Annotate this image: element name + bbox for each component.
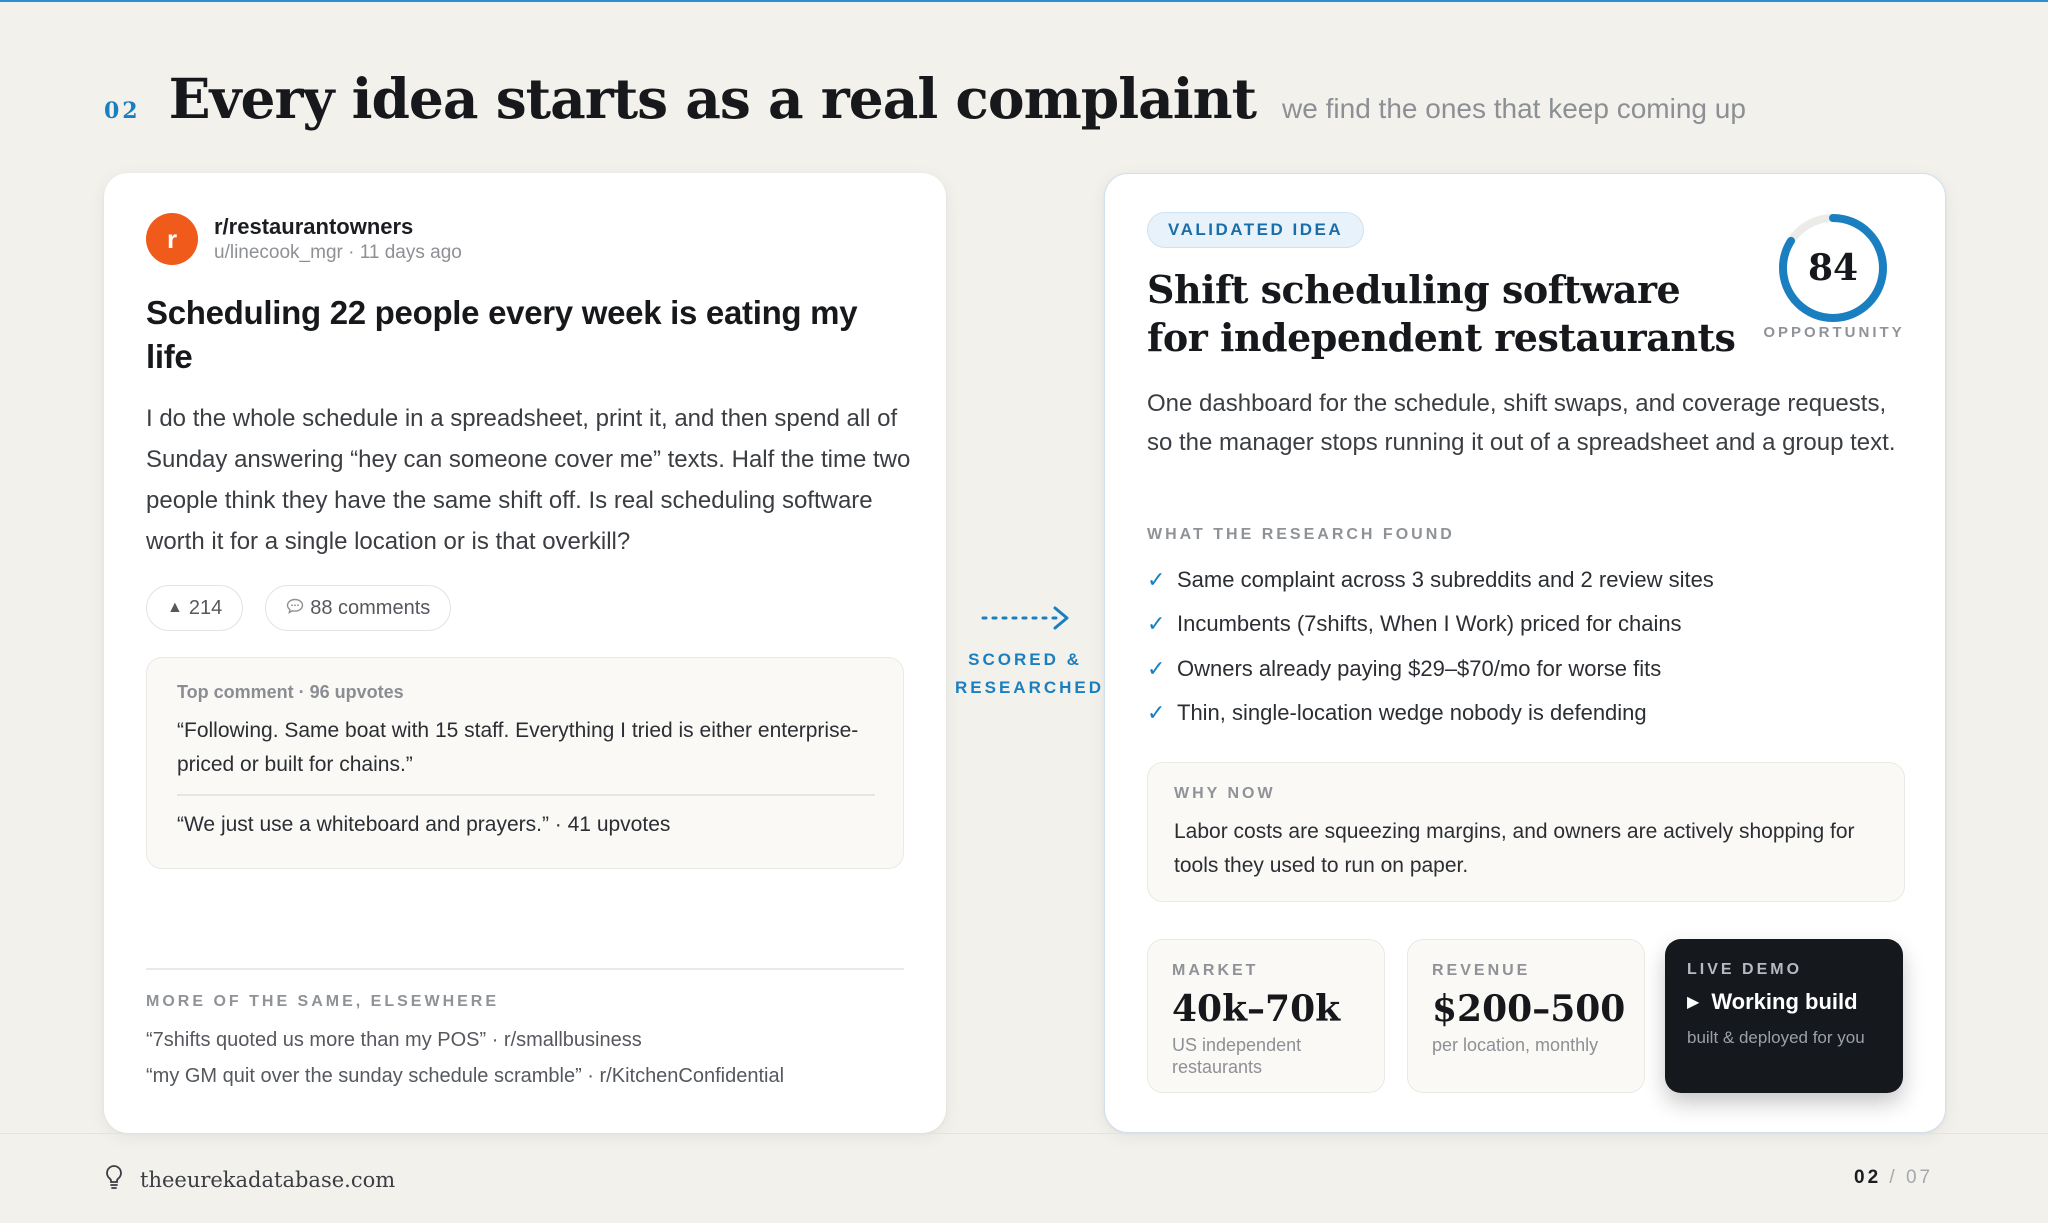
why-now-box [1147, 762, 1905, 902]
more-elsewhere-item[interactable]: “7shifts quoted us more than my POS” · r/smallbusiness [146, 1029, 642, 1051]
post-body: I do the whole schedule in a spreadsheet, print it, and then spend all of Sunday answering “hey can someone cover me” texts. Half the time two people think they have the same shift off. Is real scheduling software worth it for a single location or is that overkill? [146, 405, 911, 555]
revenue-sub: per location, monthly [1432, 1035, 1599, 1055]
page-indicator [1854, 1167, 1933, 1189]
opportunity-label: OPPORTUNITY [1763, 324, 1905, 341]
top-accent-line [0, 0, 2048, 2]
research-label: WHAT THE RESEARCH FOUND [1147, 526, 1455, 543]
market-sub: US independent restaurants [1172, 1035, 1302, 1077]
demo-title [1687, 989, 1858, 1015]
finding-text: Same complaint across 3 subreddits and 2 review sites [1177, 567, 1714, 592]
live-demo-button[interactable] [1665, 939, 1903, 1093]
page-title: Every idea starts as a real complaint [168, 66, 1257, 131]
upvote-arrow-icon: ▲ [167, 599, 183, 616]
top-comment-box [146, 657, 904, 869]
opportunity-score: 84 [1807, 247, 1859, 289]
finding-text: Owners already paying $29–$70/mo for worse fits [1177, 656, 1662, 681]
market-value: 40k–70k [1172, 988, 1341, 1030]
revenue-stat [1407, 939, 1645, 1093]
research-finding [1147, 700, 1647, 726]
demo-title-text: Working build [1711, 989, 1858, 1014]
check-icon: ✓ [1147, 700, 1166, 725]
why-now-text: Labor costs are squeezing margins, and owners are actively shopping for tools they used to run on paper. [1174, 820, 1855, 877]
slide-number: 02 [104, 98, 141, 124]
footer-divider [0, 1133, 2048, 1134]
comment-count: 88 comments [310, 596, 431, 619]
market-stat [1147, 939, 1385, 1093]
research-finding [1147, 656, 1661, 682]
subreddit-name[interactable]: r/restaurantowners [214, 214, 414, 239]
live-demo-label: LIVE DEMO [1687, 961, 1803, 978]
upvote-count: 214 [188, 596, 223, 619]
comments-pill[interactable] [265, 585, 451, 631]
scored-label [955, 646, 1105, 702]
top-comment-text: “Following. Same boat with 15 staff. Everything I tried is either enterprise-priced or built for chains.” [177, 719, 859, 776]
reddit-post-card [104, 173, 946, 1133]
check-icon: ✓ [1147, 656, 1166, 681]
why-now-label: WHY NOW [1174, 785, 1276, 802]
post-header [146, 213, 462, 265]
scored-arrow [955, 600, 1105, 702]
revenue-label: REVENUE [1432, 962, 1531, 979]
idea-title[interactable]: Shift scheduling software for independent restaurants [1147, 267, 1736, 360]
page-subtitle: we find the ones that keep coming up [1282, 93, 1746, 124]
scored-label-line2: RESEARCHED [955, 678, 1105, 697]
research-finding [1147, 611, 1682, 637]
comment-bubble-icon [286, 598, 304, 619]
finding-text: Thin, single-location wedge nobody is defending [1177, 700, 1647, 725]
dotted-arrow-icon [975, 600, 1075, 636]
footer-site-text: theeurekadatabase.com [140, 1167, 396, 1192]
play-icon: ▶ [1687, 994, 1700, 1011]
upvote-pill[interactable] [146, 585, 243, 631]
post-title[interactable]: Scheduling 22 people every week is eating my life [146, 294, 858, 375]
page-separator: / [1889, 1167, 1898, 1188]
finding-text: Incumbents (7shifts, When I Work) priced for chains [1177, 611, 1682, 636]
opportunity-score-ring [1775, 210, 1891, 326]
section-divider [146, 968, 904, 970]
research-finding [1147, 567, 1714, 593]
post-meta: u/linecook_mgr · 11 days ago [214, 242, 462, 263]
scored-label-line1: SCORED & [968, 650, 1082, 669]
demo-sub: built & deployed for you [1687, 1028, 1865, 1047]
validated-badge: VALIDATED IDEA [1147, 212, 1364, 248]
page-total: 07 [1905, 1167, 1934, 1188]
check-icon: ✓ [1147, 567, 1166, 592]
idea-description: One dashboard for the schedule, shift swaps, and coverage requests, so the manager stops running it out of a spreadsheet and a group text. [1147, 390, 1896, 456]
comment-divider [177, 794, 875, 796]
subreddit-avatar[interactable]: r [146, 213, 198, 265]
check-icon: ✓ [1147, 611, 1166, 636]
lightbulb-icon [104, 1164, 124, 1195]
page-current: 02 [1854, 1167, 1882, 1188]
second-comment-text: “We just use a whiteboard and prayers.” · 41 upvotes [177, 813, 671, 836]
more-elsewhere-label: MORE OF THE SAME, ELSEWHERE [146, 993, 500, 1010]
footer-site[interactable] [104, 1164, 395, 1195]
slide-header [104, 66, 1746, 136]
market-label: MARKET [1172, 962, 1259, 979]
top-comment-label: Top comment · 96 upvotes [177, 682, 404, 702]
more-elsewhere-item[interactable]: “my GM quit over the sunday schedule scramble” · r/KitchenConfidential [146, 1065, 785, 1087]
post-stats [146, 585, 473, 631]
revenue-value: $200–500 [1432, 988, 1626, 1030]
validated-idea-card [1104, 173, 1946, 1133]
